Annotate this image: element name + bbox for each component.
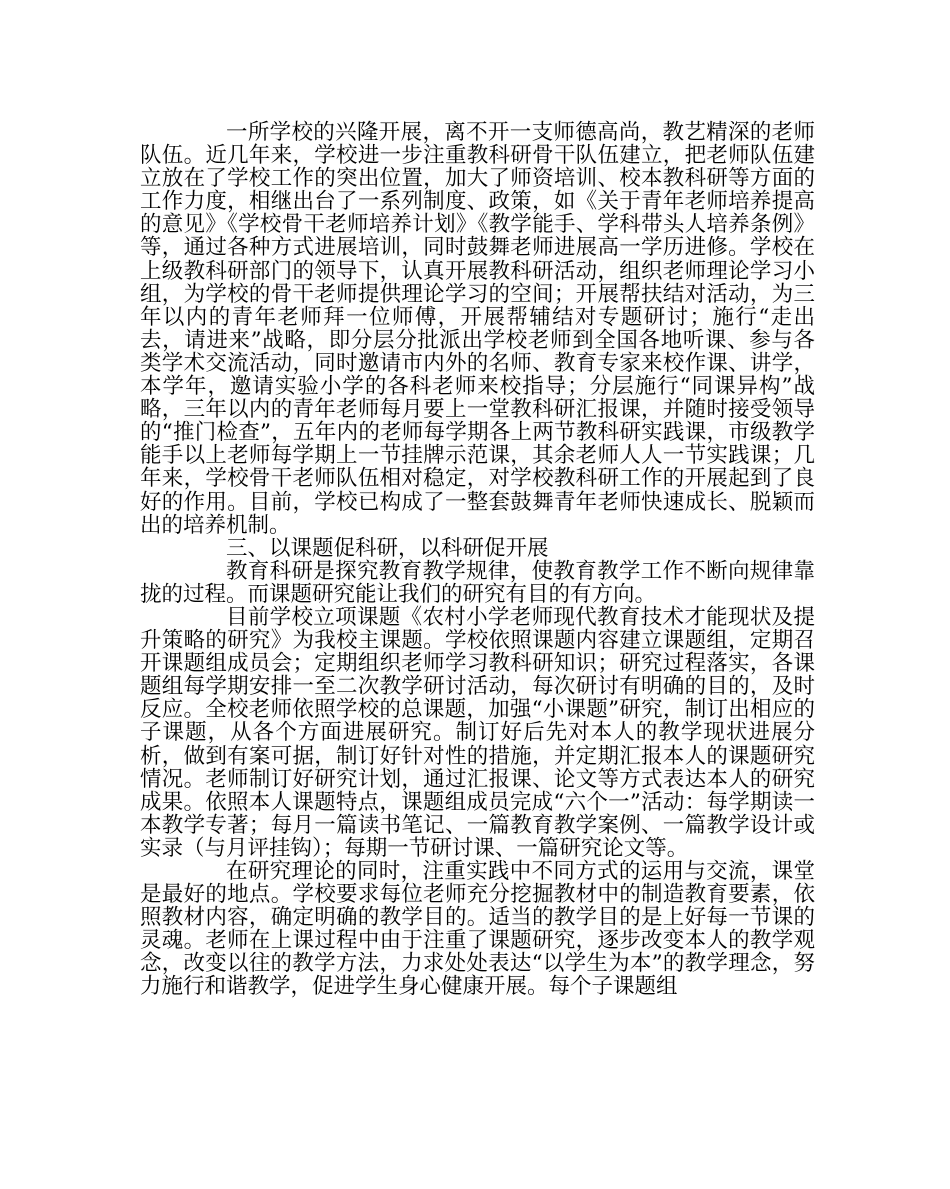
paragraph-project-topic: 目前学校立项课题《农村小学老师现代教育技术才能现状及提升策略的研究》为我校主课题。学校依照课题内容建立课题组，定期召开课题组成员会；定期组织老师学习教科研知识；研究过程落实，各课题组每学期安排一至二次教学研讨活动，每次研讨有明确的目的，及时反应。全校老师依照学校的总课题，加强“小课题”研究，制订出相应的子课题，从各个方面进展研究。制订好后先对本人的教学现状进展分析，做到有案可据，制订好针对性的措施，并定期汇报本人的课题研究情况。老师制订好研究计划，通过汇报课、论文等方式表达本人的研究成果。依照本人课题特点，课题组成员完成“六个一”活动：每学期读一本教学专著；每月一篇读书笔记、一篇教育教学案例、一篇教学设计或实录（与月评挂钩）；每期一节研讨课、一篇研究论文等。 [140,604,815,861]
paragraph-research-intro: 教育科研是探究教育教学规律，使教育教学工作不断向规律靠拢的过程。而课题研究能让我们的研究有目的有方向。 [140,558,815,607]
paragraph-teacher-team: 一所学校的兴隆开展，离不开一支师德高尚，教艺精深的老师队伍。近几年来，学校进一步注重教科研骨干队伍建立，把老师队伍建立放在了学校工作的突出位置，加大了师资培训、校本教科研等方面的工作力度，相继出台了一系列制度、政策，如《关于青年老师培养提高的意见》《学校骨干老师培养计划》《教学能手、学科带头人培养条例》等，通过各种方式进展培训，同时鼓舞老师进展高一学历进修。学校在上级教科研部门的领导下，认真开展教科研活动，组织老师理论学习小组，为学校的骨干老师提供理论学习的空间；开展帮扶结对活动，为三年以内的青年老师拜一位师傅，开展帮辅结对专题研讨；施行“走出去，请进来”战略，即分层分批派出学校老师到全国各地听课、参与各类学术交流活动，同时邀请市内外的名师、教育专家来校作课、讲学，本学年，邀请实验小学的各科老师来校指导；分层施行“同课异构”战略，三年以内的青年老师每月要上一堂教科研汇报课，并随时接受领导的“推门检查”，五年内的老师每学期各上两节教科研实践课，市级教学能手以上老师每学期上一节挂牌示范课，其余老师人人一节实践课；几年来，学校骨干老师队伍相对稳定，对学校教科研工作的开展起到了良好的作用。目前，学校已构成了一整套鼓舞青年老师快速成长、脱颖而出的培养机制。 [140,120,815,538]
section-heading: 三、以课题促科研，以科研促开展 [226,535,549,561]
body-text [140,121,815,999]
paragraph-practice: 在研究理论的同时，注重实践中不同方式的运用与交流，课堂是最好的地点。学校要求每位老师充分挖掘教材中的制造教育要素，依照教材内容，确定明确的教学目的。适当的教学目的是上好每一节课的灵魂。老师在上课过程中由于注重了课题研究，逐步改变本人的教学观念，改变以往的教学方法，力求处处表达“以学生为本”的教学理念，努力施行和谐教学，促进学生身心健康开展。每个子课题组 [140,859,815,1000]
